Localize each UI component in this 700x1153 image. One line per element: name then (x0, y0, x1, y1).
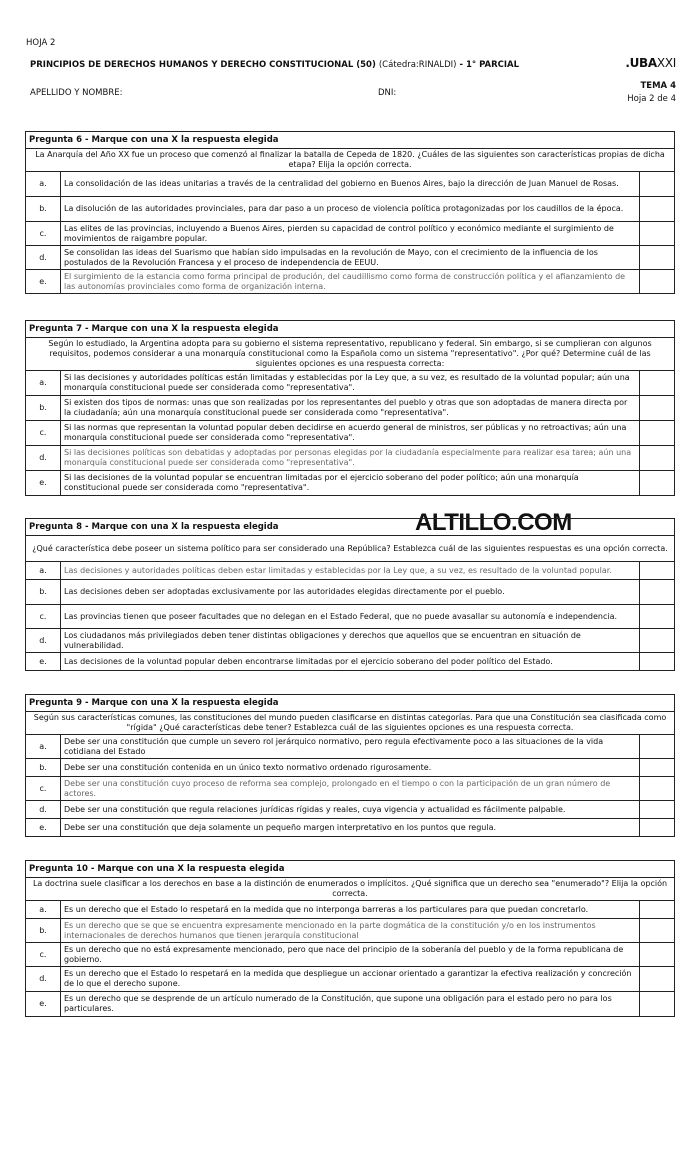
option-text: Debe ser una constitución que deja solamente un pequeño margen interpretativo en los puntos que regula. (61, 819, 640, 837)
option-letter: d. (26, 629, 61, 653)
dni-field-label: DNI: (378, 88, 397, 98)
answer-box[interactable] (640, 629, 675, 653)
answer-box[interactable] (640, 172, 675, 197)
answer-box[interactable] (640, 919, 675, 943)
tema-label: TEMA 4 (640, 81, 676, 91)
option-text: Las provincias tienen que poseer facultades que no delegan en el Estado Federal, que no puede avasallar su autonomía e independencia. (61, 605, 640, 629)
answer-box[interactable] (640, 819, 675, 837)
option-text: El surgimiento de la estancia como forma principal de produción, del caudillismo como forma de construcción política y el afianzamiento de las autonomías provinciales como forma de organización interna. (61, 270, 640, 294)
option-text: Si las decisiones de la voluntad popular se encuentran limitadas por el ejercicio soberano del poder político; aún una monarquía constitucional puede ser considerada como "representativa". (61, 471, 640, 496)
answer-box[interactable] (640, 197, 675, 222)
option-letter: a. (26, 562, 61, 580)
option-letter: a. (26, 901, 61, 919)
option-text: Es un derecho que el Estado lo respetará en la medida que despliegue un accionar orientado a garantizar la efectiva realización y concreción de lo que el derecho supone. (61, 967, 640, 992)
question-stem: La Anarquía del Año XX fue un proceso que comenzó al finalizar la batalla de Cepeda de 1820. ¿Cuáles de las siguientes son características propias de dicha etapa? Elija la opción correcta. (26, 149, 675, 172)
option-letter: b. (26, 396, 61, 421)
option-letter: a. (26, 735, 61, 759)
option-letter: e. (26, 471, 61, 496)
option-letter: b. (26, 919, 61, 943)
course-name: PRINCIPIOS DE DERECHOS HUMANOS Y DERECHO CONSTITUCIONAL (50) (30, 60, 376, 70)
question-heading: Pregunta 8 - Marque con una X la respuesta elegida (26, 519, 675, 536)
answer-box[interactable] (640, 222, 675, 246)
question-6 (25, 131, 675, 294)
question-heading: Pregunta 9 - Marque con una X la respuesta elegida (26, 695, 675, 712)
question-stem: ¿Qué característica debe poseer un sistema político para ser considerado una República? Establezca cuál de las siguientes respuestas es una opción correcta. (26, 536, 675, 562)
exam-title (30, 60, 519, 70)
answer-box[interactable] (640, 967, 675, 992)
answer-box[interactable] (640, 605, 675, 629)
option-text: Es un derecho que el Estado lo respetará en la medida que no interponga barreras a los particulares para que puedan concretarlo. (61, 901, 640, 919)
option-letter: e. (26, 270, 61, 294)
option-letter: b. (26, 197, 61, 222)
answer-box[interactable] (640, 901, 675, 919)
answer-box[interactable] (640, 471, 675, 496)
question-stem: Según lo estudiado, la Argentina adopta para su gobierno el sistema representativo, republicano y federal. Sin embargo, si se cumplieran con algunos requisitos, podemos considerar a una monarquía constitucional como la Española como un sistema "representativo". ¿Por qué? Determine cuál de las siguientes opciones es una respuesta correcta: (26, 338, 675, 371)
question-9 (25, 694, 675, 837)
option-letter: a. (26, 371, 61, 396)
option-letter: b. (26, 759, 61, 777)
question-7 (25, 320, 675, 496)
option-text: La consolidación de las ideas unitarias a través de la centralidad del gobierno en Buenos Aires, bajo la dirección de Juan Manuel de Rosas. (61, 172, 640, 197)
question-stem: Según sus características comunes, las constituciones del mundo pueden clasificarse en distintas categorías. Para que una Constitución sea clasificada como "rígida" ¿Qué características debe tener? Establezca cuál de las siguientes opciones es una respuesta correcta. (26, 712, 675, 735)
name-field-label: APELLIDO Y NOMBRE: (30, 88, 123, 98)
answer-box[interactable] (640, 759, 675, 777)
option-letter: d. (26, 801, 61, 819)
answer-box[interactable] (640, 580, 675, 605)
option-letter: d. (26, 446, 61, 471)
answer-box[interactable] (640, 396, 675, 421)
question-heading: Pregunta 6 - Marque con una X la respuesta elegida (26, 132, 675, 149)
option-letter: c. (26, 605, 61, 629)
option-letter: c. (26, 777, 61, 801)
sheet-label: HOJA 2 (26, 38, 56, 48)
option-text: Las decisiones deben ser adoptadas exclusivamente por las autoridades elegidas directamente por el pueblo. (61, 580, 640, 605)
question-stem: La doctrina suele clasificar a los derechos en base a la distinción de enumerados o implícitos. ¿Qué significa que un derecho sea "enumerado"? Elija la opción correcta. (26, 878, 675, 901)
answer-box[interactable] (640, 371, 675, 396)
option-text: Debe ser una constitución contenida en un único texto normativo ordenado rigurosamente. (61, 759, 640, 777)
option-letter: c. (26, 943, 61, 967)
uba-xxi-logo (625, 56, 676, 70)
option-text: Se consolidan las ideas del Suarismo que habían sido impulsadas en la revolución de Mayo, con el crecimiento de la influencia de los postulados de la Revolución Francesa y el proceso de independencia de EEUU. (61, 246, 640, 270)
question-8 (25, 518, 675, 671)
answer-box[interactable] (640, 777, 675, 801)
option-letter: a. (26, 172, 61, 197)
logo-xxi: XXI (656, 56, 676, 70)
option-letter: c. (26, 222, 61, 246)
option-letter: d. (26, 246, 61, 270)
question-heading: Pregunta 10 - Marque con una X la respuesta elegida (26, 861, 675, 878)
exam-type: - 1° PARCIAL (459, 60, 520, 70)
question-10 (25, 860, 675, 1017)
page-count: Hoja 2 de 4 (627, 94, 676, 104)
answer-box[interactable] (640, 562, 675, 580)
tema-block (627, 80, 676, 106)
option-text: Las decisiones de la voluntad popular deben encontrarse limitadas por el ejercicio soberano del poder político del Estado. (61, 653, 640, 671)
option-letter: e. (26, 653, 61, 671)
question-heading: Pregunta 7 - Marque con una X la respuesta elegida (26, 321, 675, 338)
answer-box[interactable] (640, 943, 675, 967)
answer-box[interactable] (640, 246, 675, 270)
option-text: Si existen dos tipos de normas: unas que son realizadas por los representantes del pueblo y otras que son adoptadas de manera directa por la ciudadanía; aún una monarquía constitucional puede ser considerada como "representativa". (61, 396, 640, 421)
answer-box[interactable] (640, 446, 675, 471)
altillo-watermark: ALTILLO.COM (415, 509, 572, 536)
option-text: Es un derecho que no está expresamente mencionado, pero que nace del principio de la soberanía del pueblo y de la forma republicana de gobierno. (61, 943, 640, 967)
answer-box[interactable] (640, 992, 675, 1017)
option-text: Las elites de las provincias, incluyendo a Buenos Aires, pierden su capacidad de control político y económico mediante el surgimiento de movimientos de raigambre popular. (61, 222, 640, 246)
catedra: (Cátedra:RINALDI) (378, 60, 457, 70)
logo-uba: .UBA (625, 56, 657, 70)
option-letter: d. (26, 967, 61, 992)
option-text: Los ciudadanos más privilegiados deben tener distintas obligaciones y derechos que aquellos que se encuentran en situación de vulnerabilidad. (61, 629, 640, 653)
option-text: Si las normas que representan la voluntad popular deben decidirse en acuerdo general de ministros, ser públicas y no retroactivas; aún una monarquía constitucional puede ser considerada como "representativa". (61, 421, 640, 446)
option-text: La disolución de las autoridades provinciales, para dar paso a un proceso de violencia política protagonizadas por los caudillos de la época. (61, 197, 640, 222)
answer-box[interactable] (640, 421, 675, 446)
option-text: Es un derecho que se desprende de un artículo numerado de la Constitución, que supone una obligación para el estado pero no para los particulares. (61, 992, 640, 1017)
option-letter: c. (26, 421, 61, 446)
answer-box[interactable] (640, 270, 675, 294)
option-text: Debe ser una constitución cuyo proceso de reforma sea complejo, prolongado en el tiempo o con la participación de un gran número de actores. (61, 777, 640, 801)
option-text: Las decisiones y autoridades políticas deben estar limitadas y establecidas por la Ley que, a su vez, es resultado de la voluntad popular. (61, 562, 640, 580)
option-letter: e. (26, 819, 61, 837)
option-text: Si las decisiones políticas son debatidas y adoptadas por personas elegidas por la ciudadanía especialmente para realizar esa tarea; aún una monarquía constitucional puede ser considerada como "representativa". (61, 446, 640, 471)
answer-box[interactable] (640, 801, 675, 819)
option-letter: b. (26, 580, 61, 605)
option-text: Si las decisiones y autoridades políticas están limitadas y establecidas por la Ley que, a su vez, es resultado de la voluntad popular; aún una monarquía constitucional puede ser considerada como "representativa". (61, 371, 640, 396)
option-text: Debe ser una constitución que regula relaciones jurídicas rígidas y reales, cuya vigencia y actualidad es fácilmente palpable. (61, 801, 640, 819)
answer-box[interactable] (640, 735, 675, 759)
option-letter: e. (26, 992, 61, 1017)
option-text: Debe ser una constitución que cumple un severo rol jerárquico normativo, pero regula efectivamente poco a las situaciones de la vida cotidiana del Estado (61, 735, 640, 759)
answer-box[interactable] (640, 653, 675, 671)
option-text: Es un derecho que se que se encuentra expresamente mencionado en la parte dogmática de la constitución y/o en los instrumentos internacionales de derechos humanos que tienen jerarquía constitucional (61, 919, 640, 943)
